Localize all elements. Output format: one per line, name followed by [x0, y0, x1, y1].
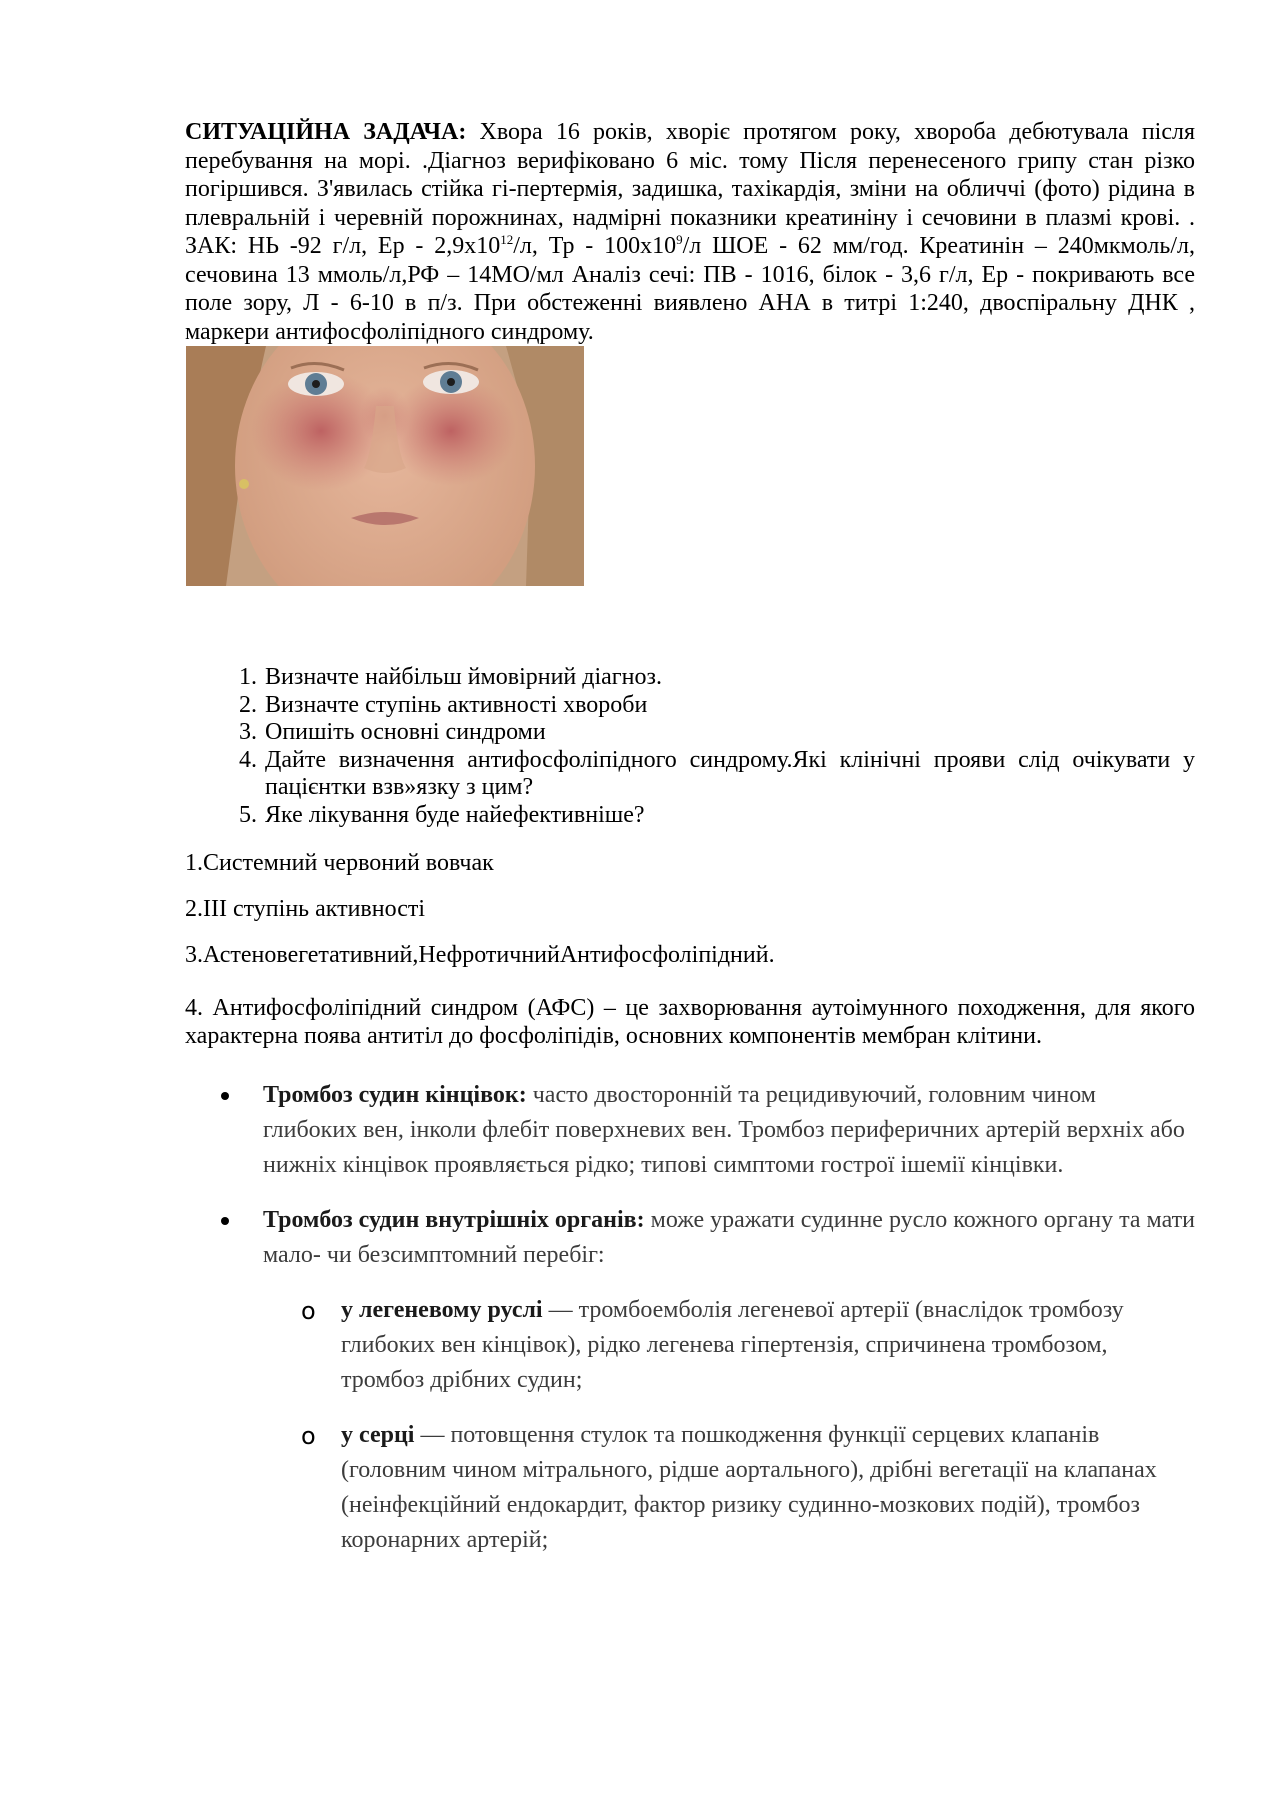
task-text-a: Хвора 16 років, хворіє протягом року, хвороба дебютувала після перебування на морі. .Діагноз верифіковано 6 міс. тому Після перенесеного грипу стан різко погіршився. З'явилась стійка гі-пертермія, задишка, тахікардія, зміни на обличчі (фото) рідина в плевральній і черевній порожнинах, надмірні показники креатиніну і сечовини в плазмі крові. . ЗАК: НЬ -92 г/л, Ер - 2,9х10	[185, 119, 1195, 259]
bullet-dot-icon	[221, 1092, 229, 1100]
answer-3: 3.Астеновегетативний,НефротичнийАнтифосфоліпідний.	[185, 942, 775, 968]
sub-bullet-text: — потовщення стулок та пошкодження функції серцевих клапанів (головним чином мітрального, рідше аортального), дрібні вегетації на клапанах (неінфекційний ендокардит, фактор ризику судинно-мозкових подій), тромбоз коронарних артерій;	[341, 1422, 1157, 1553]
sub-bullet-item	[301, 1418, 1195, 1558]
bullet-text: часто двосторонній та рецидивуючий, головним чином глибоких вен, інколи флебіт поверхневих вен. Тромбоз периферичних артерій верхніх або нижніх кінцівок проявляється рідко; типові симптоми гострої ішемії кінцівки.	[263, 1082, 1185, 1178]
exponent-9: 9	[676, 232, 683, 247]
sub-bullet-marker-icon: o	[301, 1297, 316, 1325]
bullet-item	[263, 1203, 1195, 1558]
answer-2: 2.ІІІ ступінь активності	[185, 896, 426, 922]
sub-bullet-text: — тромбоемболія легеневої артерії (внаслідок тромбозу глибоких вен кінцівок), рідко легенева гіпертензія, спричинена тромбозом, тромбоз дрібних судин;	[341, 1297, 1124, 1393]
answer-4: 4. Антифосфоліпідний синдром (АФС) – це захворювання аутоімунного походження, для якого характерна поява антитіл до фосфоліпідів, основних компонентів мембран клітини.	[185, 995, 1195, 1049]
document-page	[185, 118, 1195, 1578]
question-item: 3. Опишіть основні синдроми	[263, 719, 1195, 747]
bullet-text: може уражати судинне русло кожного органу та мати мало- чи безсимптомний перебіг:	[263, 1207, 1195, 1268]
sub-bullet-marker-icon: o	[301, 1422, 316, 1450]
task-paragraph	[185, 118, 1195, 346]
question-item: 5. Яке лікування буде найефективніше?	[263, 802, 1195, 830]
bullet-item	[263, 1078, 1195, 1183]
thrombosis-list	[185, 1078, 1195, 1558]
sub-bullet-item	[301, 1293, 1195, 1398]
sub-bullet-title: у легеневому руслі	[341, 1297, 543, 1323]
question-item: 1. Визначте найбільш ймовірний діагноз.	[263, 664, 1195, 692]
answer-1: 1.Системний червоний вовчак	[185, 850, 494, 876]
exponent-12: 12	[500, 232, 514, 247]
bullet-title: Тромбоз судин внутрішніх органів:	[263, 1207, 645, 1233]
bullet-title: Тромбоз судин кінцівок:	[263, 1082, 527, 1108]
questions-list	[185, 664, 1195, 829]
task-text-c: /л ШОЕ - 62 мм/год. Креатинін – 240мкмоль/л, сечовина 13 ммоль/л,РФ – 14МО/мл Аналіз сечі: ПВ - 1016, білок - 3,6 г/л, Ер - покривають все поле зору, Л - 6-10 в п/з. При обстеженні виявлено АНА в титрі 1:240, двоспіральну ДНК , маркери антифосфоліпідного синдрому.	[185, 233, 1195, 345]
task-heading: СИТУАЦІЙНА ЗАДАЧА:	[185, 119, 467, 145]
question-item: 2. Визначте ступінь активності хвороби	[263, 692, 1195, 720]
task-text-b: /л, Тр - 100х10	[513, 233, 677, 259]
question-item: 4. Дайте визначення антифосфоліпідного синдрому.Які клінічні прояви слід очікувати у пацієнтки взв»язку з цим?	[263, 747, 1195, 802]
sub-bullet-title: у серці	[341, 1422, 415, 1448]
bullet-dot-icon	[221, 1217, 229, 1225]
organ-sub-list	[263, 1293, 1195, 1558]
patient-face-photo	[186, 346, 584, 586]
